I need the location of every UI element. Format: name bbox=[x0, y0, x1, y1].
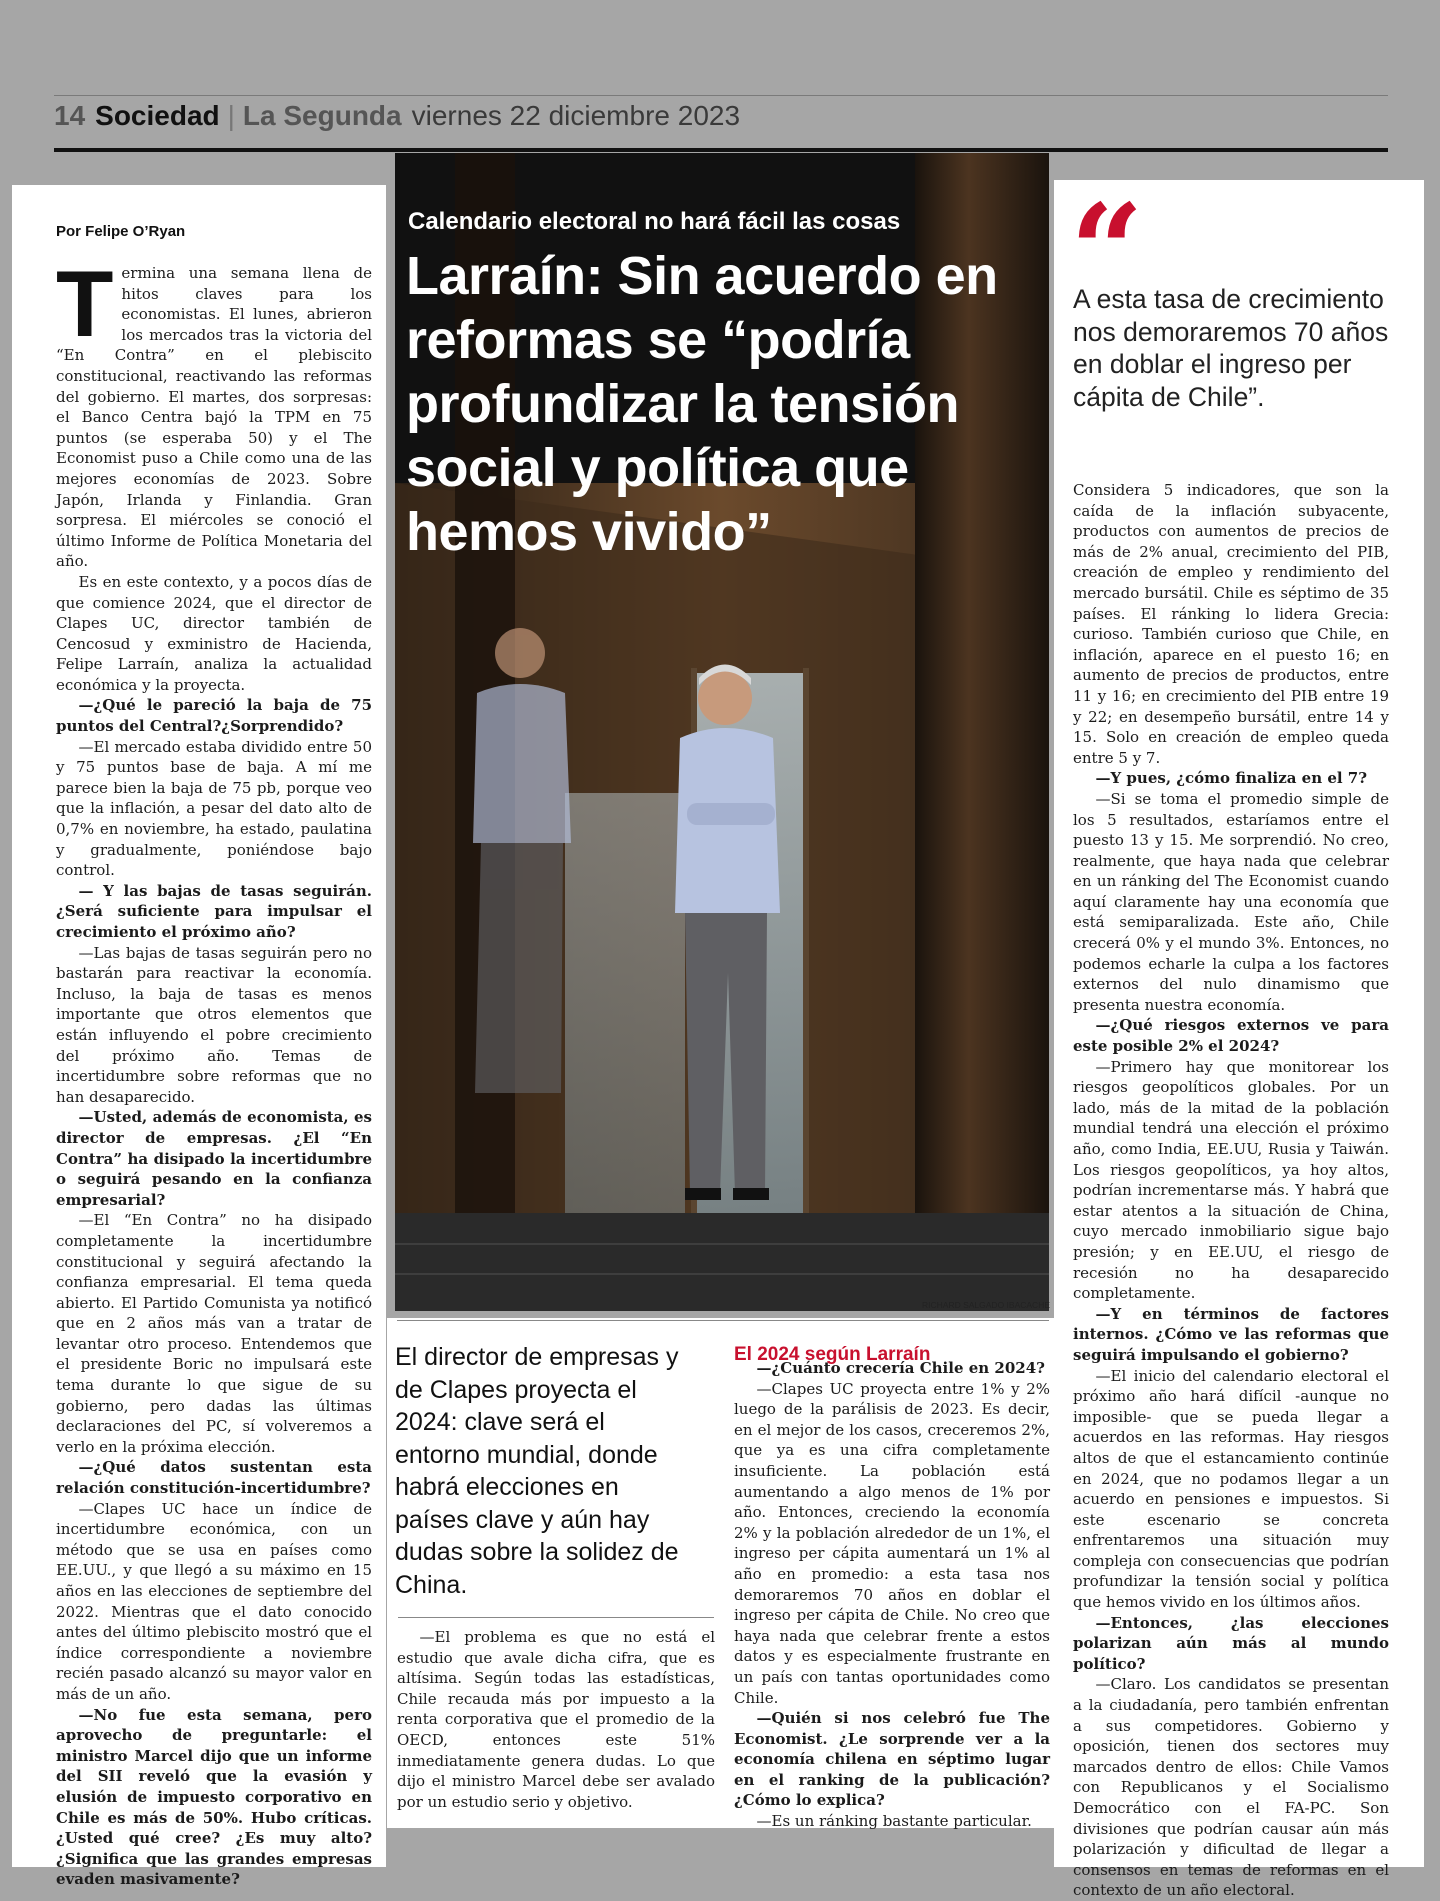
page-number: 14 bbox=[54, 100, 86, 131]
interview-question: —Usted, además de economista, es director de empresas. ¿El “En Contra” ha disipado la incertidumbre o seguirá pesando en la confianza empresarial? bbox=[56, 1108, 372, 1209]
paragraph: —Primero hay que monitorear los riesgos geopolíticos globales. Por un lado, más de la mitad de la población mundial tendrá una elección el próximo año, como India, EE.UU, Rusia y Taiwán. Los riesgos geopolíticos, ya hoy altos, podrían incrementarse más. Y habrá que estar atentos a la situación de China, cuyo mercado inmobiliario sigue bajo presión; y en EE.UU, el riesgo de recesión no ha desaparecido completamente. bbox=[1073, 1057, 1389, 1303]
header-top-rule bbox=[54, 95, 1388, 96]
headline: Larraín: Sin acuerdo en reformas se “podría profundizar la tensión social y política que hemos vivido” bbox=[406, 246, 998, 562]
photo-credit: RICHARD SALGADO IBACACHE bbox=[922, 1300, 1050, 1310]
paragraph: Considera 5 indicadores, que son la caída de la inflación subyacente, productos con aumentos de precios de más de 2% anual, crecimiento del PIB, creación de empleo y rendimiento del mercado bursátil. Chile es séptimo de 35 países. El ránking lo lidera Grecia: curioso. También curioso que Chile, en inflación, aparece en el puesto 16; en aumento de precios de productos, entre 11 y 16; en crecimiento del PIB entre 19 y 22; en desempeño bursátil, entre 14 y 15. Solo en creación de empleo queda entre 5 y 7. bbox=[1073, 481, 1389, 767]
interview-question: —¿Qué datos sustentan esta relación constitución-incertidumbre? bbox=[56, 1458, 372, 1498]
interview-question: — Y las bajas de tasas seguirán. ¿Será suficiente para impulsar el crecimiento el próximo año? bbox=[56, 881, 372, 941]
paragraph: ermina una semana llena de hitos claves para los economistas. El lunes, abrieron los mercados tras la victoria del “En Contra” en el plebiscito constitucional, reactivando las reformas del gobierno. El martes, dos sorpresas: el Banco Centra bajó la TPM en 75 puntos (se esperaba 50) y el The Economist puso a Chile como una de las mejores economías de 2023. Sobre Japón, Irlanda y Finlandia. Gran sorpresa. El miércoles se conoció el último Informe de Política Monetaria del año. bbox=[56, 264, 372, 571]
paragraph: —Clapes UC proyecta entre 1% y 2% luego de la parálisis de 2023. Es decir, en el mejor de los casos, creceremos 2%, que ya es una cifra completamente insuficiente. La población está aumentando a algo menos de 1% por año. Entonces, creciendo la economía 2% y la población alrededor de un 1%, el ingreso per cápita aumentará un 1% al año en promedio: a esta tasa nos demoraremos 70 años en doblar el ingreso per cápita de Chile. No creo que haya nada que celebrar frente a estos datos y es especialmente frustrante en un país con tantas oportunidades como Chile. bbox=[734, 1379, 1050, 1707]
sidebar-column bbox=[734, 1358, 1050, 1832]
issue-date: viernes 22 diciembre 2023 bbox=[411, 100, 741, 131]
header-rule bbox=[54, 148, 1388, 152]
paragraph: —Si se toma el promedio simple de los 5 resultados, estaríamos entre el puesto 13 y 15. Me sorprendió. No creo, realmente, que haya nada que celebrar en un ránking del The Economist cuando aquí claramente hay una economía que está semiparalizada. Este año, Chile crecerá 0% y el mundo 3%. Entonces, no podemos echarle la culpa a los factores externos del nulo dinamismo que presenta nuestra economía. bbox=[1073, 789, 1389, 1014]
header-separator: | bbox=[227, 100, 235, 131]
paragraph: —Claro. Los candidatos se presentan a la ciudadanía, pero también enfrentan a sus competidores. Gobierno y oposición, tienen dos sectores muy marcados dentro de ellos: Chile Vamos con Republicanos y el Socialismo Democrático con el FA-PC. Son divisiones que podrían causar aún más polarización y dificultad de llegar a consensos en temas de reformas en el contexto de un año electoral. bbox=[1073, 1675, 1389, 1900]
interview-question: —¿Qué riesgos externos ve para este posible 2% el 2024? bbox=[1073, 1016, 1389, 1056]
quote-mark-icon: “ bbox=[1070, 177, 1144, 327]
paragraph: —Es un ránking bastante particular. bbox=[756, 1812, 1032, 1831]
drop-cap: T bbox=[56, 251, 114, 356]
body-column-middle bbox=[397, 1627, 715, 1812]
paragraph: —El mercado estaba dividido entre 50 y 75 puntos base de baja. A mí me parece bien la baja de 75 pb, porque veo que la inflación, a pesar del dato alto de 0,7% en noviembre, ha estado, paulatina y gradualmente, poniéndose bajo control. bbox=[56, 737, 372, 880]
body-column-1 bbox=[56, 251, 372, 1890]
interview-question: —¿Cuánto crecería Chile en 2024? bbox=[756, 1359, 1045, 1377]
paragraph: —El “En Contra” no ha disipado completamente la incertidumbre constitucional y seguirá afectando la confianza empresarial. El tema queda abierto. El Partido Comunista ya notificó que en 2 años más van a tratar de levantar otro proceso. Entendemos que el presidente Boric no impulsará este tema durante lo que sigue de su gobierno, pero dadas las últimas declaraciones del PC, sí volveremos a verlo en la próxima elección. bbox=[56, 1211, 372, 1456]
paragraph: —Clapes UC hace un índice de incertidumbre económica, con un método que se usa en países como EE.UU., y que llegó a su máximo en 15 años en las elecciones de septiembre del 2022. Mientras que el dato conocido antes del último plebiscito mostró que el índice correspondiente a noviembre recién pasado alcanzó su mayor valor en más de un año. bbox=[56, 1499, 372, 1703]
newspaper-name: La Segunda bbox=[242, 100, 402, 131]
paragraph: —El problema es que no está el estudio que avale dicha cifra, que es altísima. Según todas las estadísticas, Chile recauda más por impuesto a la renta corporativa que el promedio de la OECD, entonces este 51% inmediatamente genera dudas. Lo que dijo el ministro Marcel debe ser avalado por un estudio serio y objetivo. bbox=[397, 1628, 715, 1811]
deck-summary: El director de empresas y de Clapes proyecta el 2024: clave será el entorno mundial, donde habrá elecciones en países clave y aún hay dudas sobre la solidez de China. bbox=[395, 1343, 679, 1599]
interview-question: —No fue esta semana, pero aprovecho de preguntarle: el ministro Marcel dijo que un informe del SII reveló que la evasión y elusión de impuesto corporativo en Chile es más de 50%. Hubo críticas. ¿Usted qué cree? ¿Es muy alto? ¿Significa que las grandes empresas evaden masivamente? bbox=[56, 1705, 372, 1889]
pull-quote: A esta tasa de crecimiento nos demoraremos 70 años en doblar el ingreso per cápita de Chile”. bbox=[1073, 284, 1389, 412]
interview-question: —Y en términos de factores internos. ¿Cómo ve las reformas que seguirá impulsando el gobierno? bbox=[1073, 1304, 1389, 1364]
interview-question: —Y pues, ¿cómo finaliza en el 7? bbox=[1095, 769, 1368, 788]
body-column-right bbox=[1073, 480, 1389, 1901]
paragraph: Es en este contexto, y a pocos días de que comience 2024, que el director de Clapes UC, director también de Cencosud y exministro de Hacienda, Felipe Larraín, analiza la actualidad económica y la proyecta. bbox=[56, 572, 372, 694]
sidebar-title: El 2024 según Larraín bbox=[734, 1344, 931, 1365]
divider bbox=[397, 1320, 1049, 1321]
section-name: Sociedad bbox=[95, 100, 220, 131]
byline: Por Felipe O’Ryan bbox=[56, 223, 186, 240]
paragraph: —Las bajas de tasas seguirán pero no bastarán para reactivar la economía. Incluso, la baja de tasas es menos importante que otros elementos que están influyendo el pobre crecimiento del próximo año. Temas de incertidumbre sobre reformas que no han desaparecido. bbox=[56, 943, 372, 1106]
kicker: Calendario electoral no hará fácil las cosas bbox=[408, 208, 901, 235]
paragraph: —El inicio del calendario electoral el próximo año hará difícil -aunque no imposible- que se pueda llegar a acuerdos en las reformas. Hay riesgos altos de que el estancamiento continúe en 2024, que no podamos llegar a un acuerdo en pensiones e impuestos. Si este escenario se concreta enfrentaremos una situación muy compleja con consecuencias que podrían profundizar la tensión social y política que hemos vivido en los últimos años. bbox=[1073, 1366, 1389, 1612]
interview-question: —Quién si nos celebró fue The Economist. ¿Le sorprende ver a la economía chilena en séptimo lugar en el ranking de la publicación? ¿Cómo lo explica? bbox=[734, 1709, 1050, 1810]
page-header bbox=[54, 100, 740, 142]
interview-question: —¿Qué le pareció la baja de 75 puntos del Central?¿Sorprendido? bbox=[56, 696, 372, 736]
person-reflection bbox=[473, 628, 571, 1093]
divider bbox=[398, 1617, 714, 1618]
interview-question: —Entonces, ¿las elecciones polarizan aún más al mundo político? bbox=[1073, 1613, 1389, 1673]
